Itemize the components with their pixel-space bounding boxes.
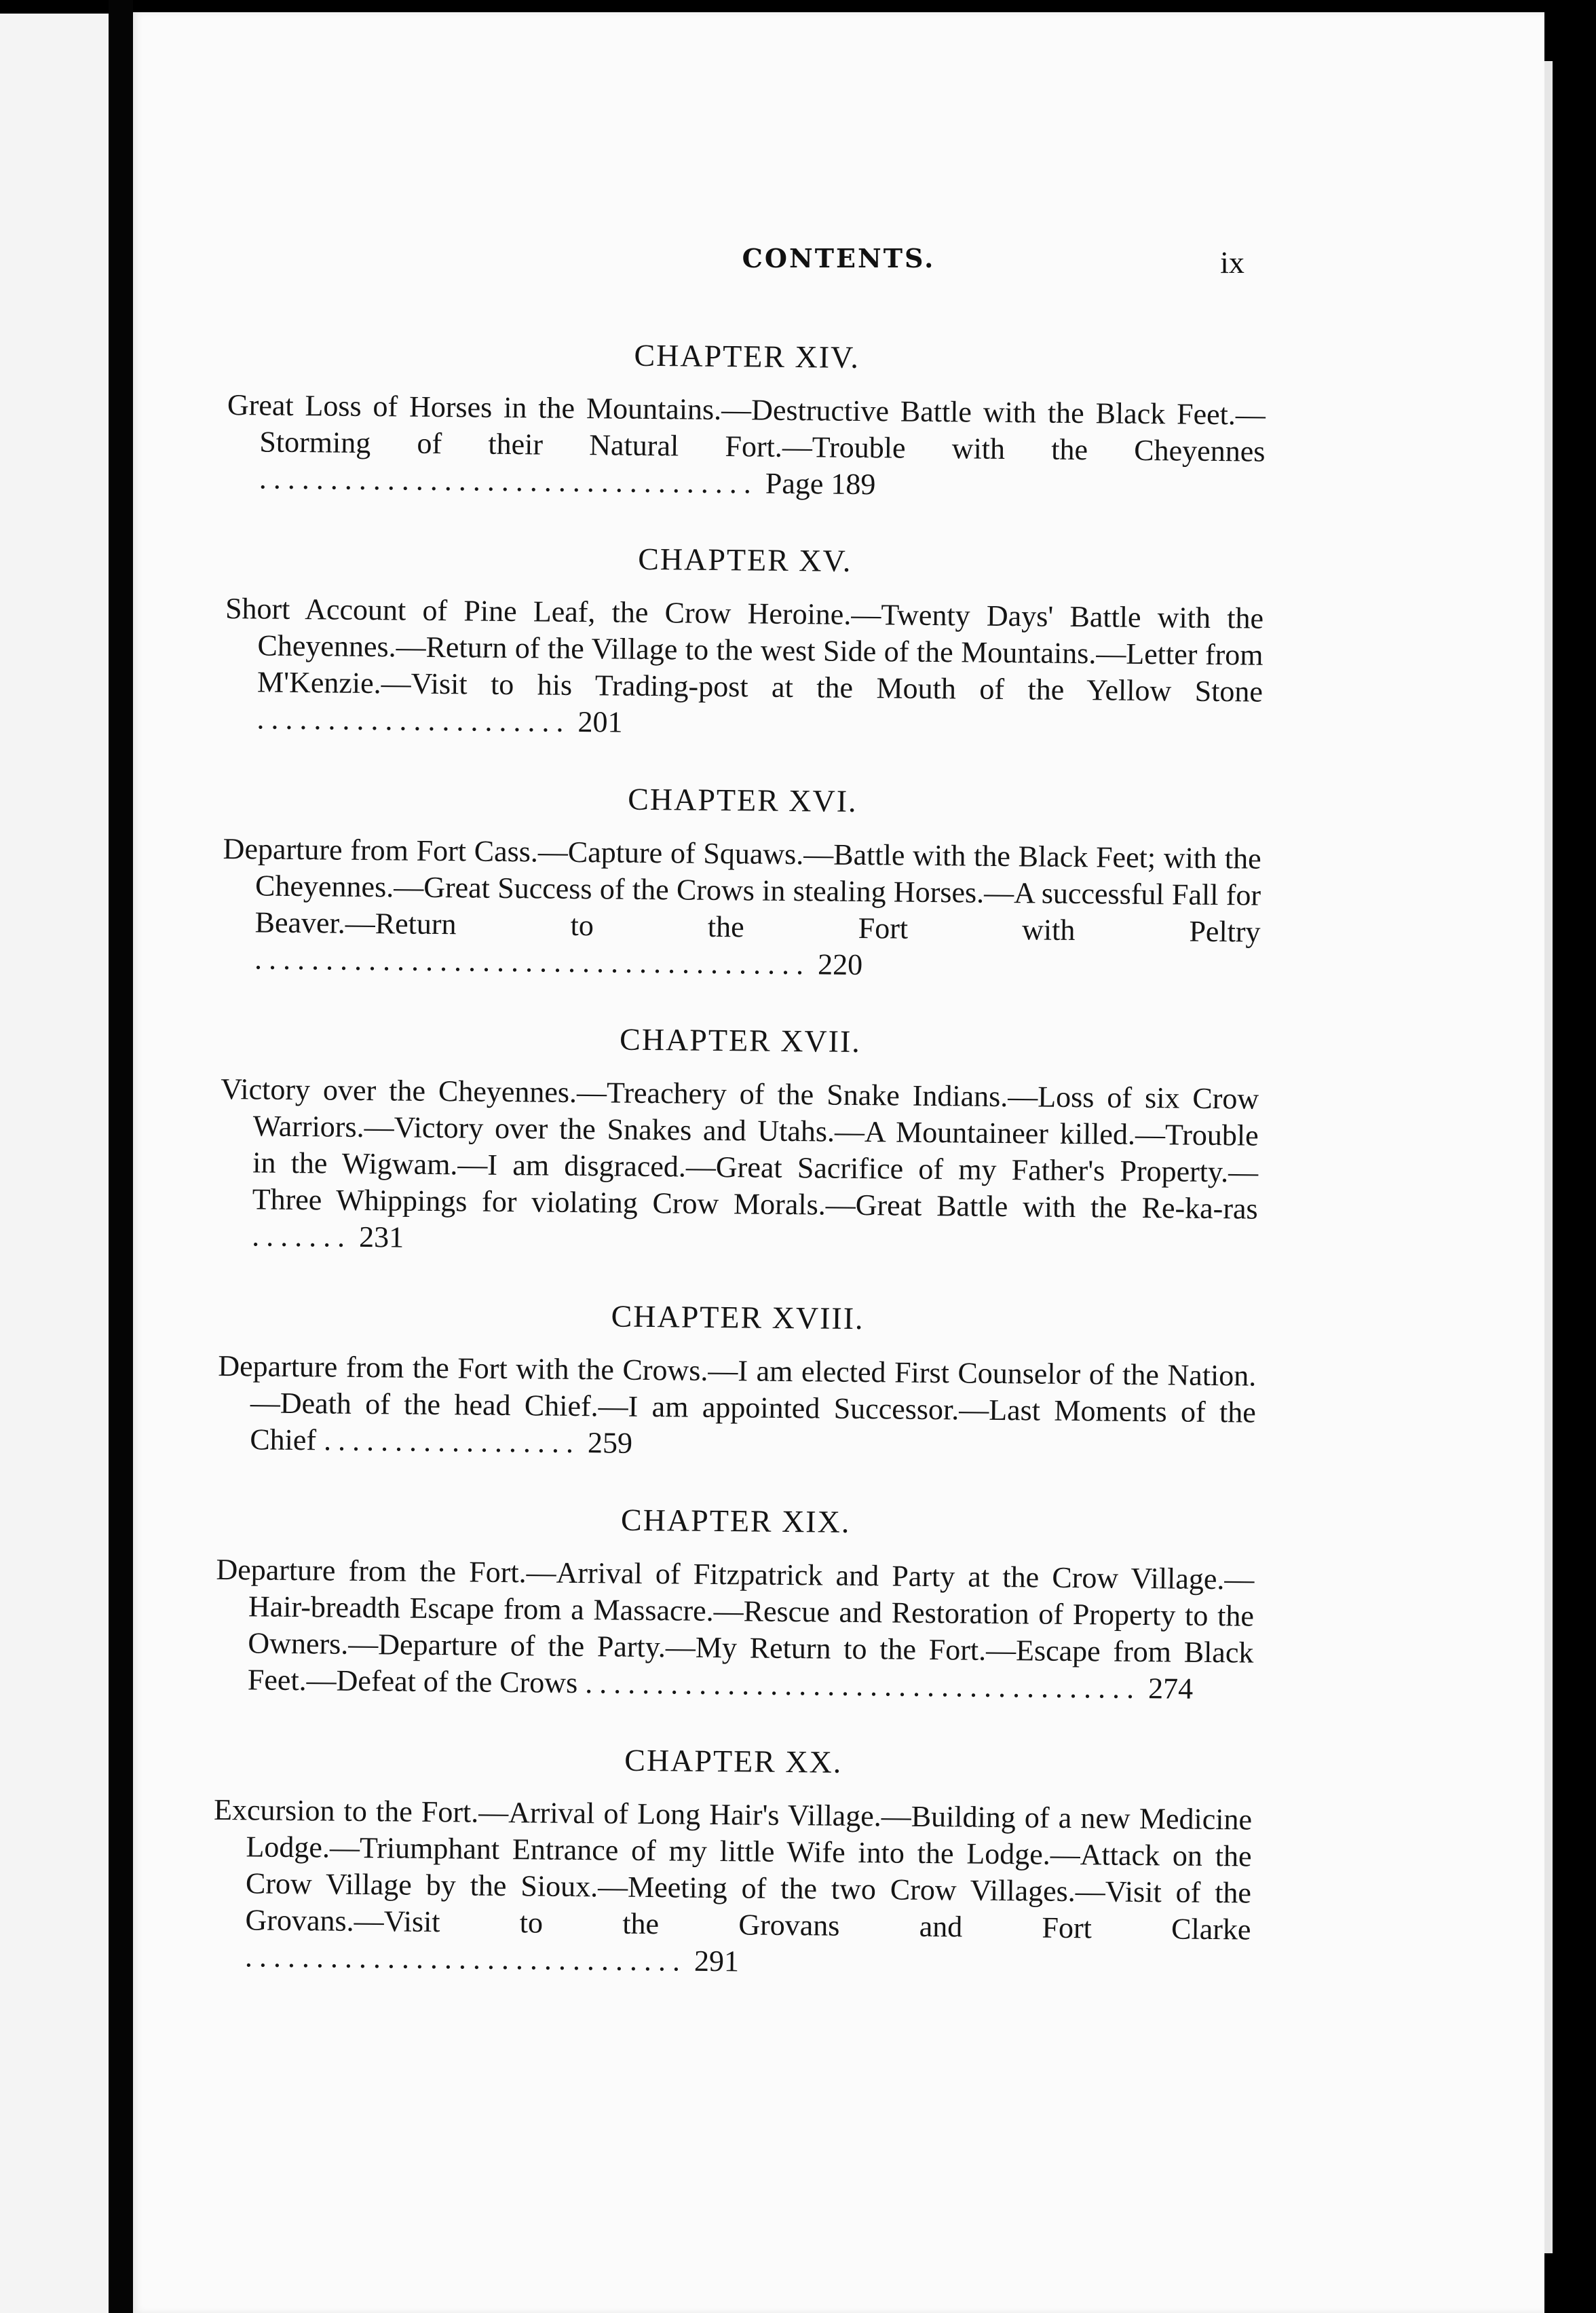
chapter-summary [227,387,1266,507]
chapter-summary-text: Departure from the Fort.—Arrival of Fitzpatrick and Party at the Crow Village.—Hair-breadth Escape from a Massacre.—Rescue and Restoration of Property to the Owners.—Departure of the Party.—My Return to the Fort.—Escape from Black Feet.—Defeat of the Crows [216,1552,1255,1700]
chapter-page-ref: 259 [587,1426,633,1460]
dot-leader: ............................... [244,1940,687,1978]
chapter-page-ref: 291 [694,1944,740,1978]
chapter-summary [215,1552,1255,1708]
facing-page-edge [0,14,109,2313]
chapter-page-ref: 220 [817,947,863,982]
toc-entry-chapter-19 [215,1496,1255,1708]
chapter-summary [217,1348,1256,1468]
chapter-heading: CHAPTER XVIII. [611,1298,864,1336]
chapter-summary-text: Departure from the Fort with the Crows.—I am elected First Counselor of the Nation.—Death of the head Chief.—I am appointed Successor.—Last Moments of the Chief [218,1349,1257,1457]
chapter-heading: CHAPTER XIV. [634,337,860,375]
dot-leader: ................................... [259,462,759,500]
chapter-summary-text: Departure from Fort Cass.—Capture of Squaws.—Battle with the Black Feet; with the Cheyennes.—Great Success of the Crows in stealing Horses.—A successful Fall for Beaver.—Return to the Fort with Peltry [223,831,1261,949]
chapter-heading: CHAPTER XVII. [619,1021,862,1059]
chapter-page-ref: 201 [577,704,623,739]
page-fore-edge [1544,61,1553,2253]
dot-leader: ....................................... [254,942,811,981]
chapter-heading: CHAPTER XVI. [627,781,858,819]
chapter-summary [219,1071,1259,1264]
toc-entry-chapter-16 [222,775,1262,988]
dot-leader: ....................................... [584,1666,1141,1706]
dot-leader: ....... [251,1219,352,1254]
chapter-page-ref: 274 [1147,1672,1194,1706]
toc-entry-chapter-17 [219,1015,1259,1264]
chapter-heading: CHAPTER XV. [638,541,852,578]
toc-entry-chapter-14 [227,331,1266,507]
chapter-heading: CHAPTER XIX. [620,1502,851,1539]
toc-entry-chapter-20 [212,1736,1253,1985]
chapter-page-ref: Page 189 [765,466,876,502]
dot-leader: ...................... [256,702,571,738]
chapter-page-ref: 231 [358,1220,404,1254]
running-title: CONTENTS. [742,243,936,274]
chapter-summary [224,590,1264,747]
dot-leader: .................. [323,1423,581,1460]
chapter-summary-text: Victory over the Cheyennes.—Treachery of the Snake Indians.—Loss of six Crow Warriors.—Victory over the Snakes and Utahs.—A Mountaineer killed.—Trouble in the Wigwam.—I am disgraced.—Great Sacrifice of my Father's Property.—Three Whippings for violating Crow Morals.—Great Battle with the Re-ka-ras [221,1072,1259,1226]
toc-entry-chapter-15 [224,535,1264,747]
chapter-summary-text: Excursion to the Fort.—Arrival of Long Hair's Village.—Building of a new Medicine Lodge.—Triumphant Entrance of my little Wife into the Lodge.—Attack on the Crow Village by the Sioux.—Meeting of the two Crow Villages.—Visit of the Grovans.—Visit to the Grovans and Fort Clarke [213,1792,1253,1947]
chapter-summary [212,1792,1253,1985]
page-number: ix [1220,245,1244,280]
contents-page [133,12,1544,2313]
toc-entry-chapter-18 [217,1292,1257,1468]
running-head [133,243,1544,284]
book-gutter [109,0,133,2313]
chapter-heading: CHAPTER XX. [624,1742,843,1780]
chapter-summary-text: Short Account of Pine Leaf, the Crow Heroine.—Twenty Days' Battle with the Cheyennes.—Return of the Village to the west Side of the Mountains.—Letter from M'Kenzie.—Visit to his Trading-post at the Mouth of the Yellow Stone [225,591,1264,709]
chapter-summary [222,831,1261,988]
table-of-contents [212,331,1266,2023]
chapter-summary-text: Great Loss of Horses in the Mountains.—Destructive Battle with the Black Feet.—Storming of their Natural Fort.—Trouble with the Cheyennes [227,388,1266,468]
